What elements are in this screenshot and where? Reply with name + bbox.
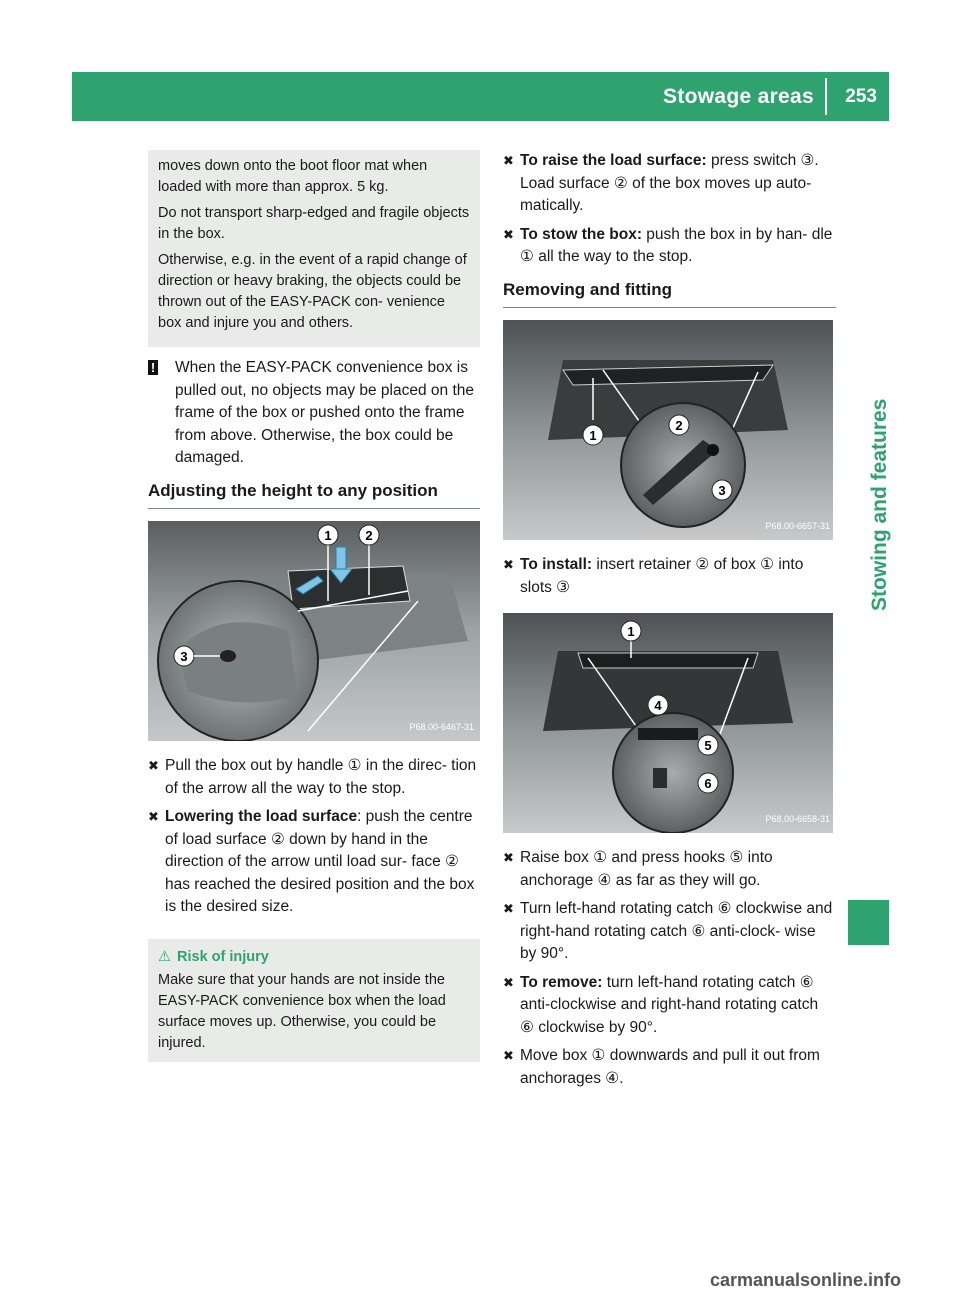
boot-illustration — [503, 613, 833, 833]
section-heading: Adjusting the height to any position — [148, 480, 480, 510]
side-marker — [848, 900, 889, 945]
callout-3 — [712, 480, 732, 500]
step-text: : push the centre of load surface ② down by hand in the direction of the arrow until load sur- face ② has reached the desired position and the box is the desired size. — [165, 808, 475, 915]
instruction-step — [503, 972, 836, 1040]
instruction-step — [148, 806, 480, 919]
callout-6 — [698, 773, 718, 793]
section-heading: Removing and fitting — [503, 279, 836, 309]
warning-box — [148, 939, 480, 1062]
instruction-step — [503, 224, 836, 269]
side-tab-label: Stowing and features — [868, 398, 891, 611]
warning-triangle-icon: ⚠ — [158, 948, 171, 965]
callout-2 — [669, 415, 689, 435]
left-column — [148, 150, 480, 1062]
step-arrow-icon: ✖ — [503, 974, 514, 990]
step-label: To remove: — [520, 973, 603, 991]
callout-4 — [648, 695, 668, 715]
damage-note — [148, 357, 480, 470]
safety-paragraph: moves down onto the boot floor mat when loaded with more than approx. 5 kg. — [158, 158, 428, 195]
exclamation-icon: ! — [148, 360, 158, 375]
callout-1 — [621, 621, 641, 641]
instruction-step — [503, 554, 836, 599]
step-arrow-icon: ✖ — [503, 850, 514, 865]
damage-note-text: When the EASY-PACK convenience box is pulled out, no objects may be placed on the frame of the box or pushed onto the frame from above. Otherwise, the box could be damaged. — [175, 359, 475, 466]
instruction-step — [503, 898, 836, 966]
instruction-step — [503, 150, 836, 218]
instruction-step — [503, 847, 836, 892]
step-text: insert retainer ② of box ① into slots ③ — [520, 556, 804, 596]
svg-text:3: 3 — [718, 483, 726, 498]
boot-illustration — [148, 521, 480, 741]
safety-paragraph: Do not transport sharp-edged and fragile objects in the box. — [158, 205, 470, 242]
step-text: Turn left-hand rotating catch ⑥ clockwise and right-hand rotating catch ⑥ anti-clock- wise by 90°. — [520, 900, 833, 962]
step-arrow-icon: ✖ — [148, 809, 159, 824]
figure-fitting — [503, 613, 836, 833]
instruction-step — [503, 1045, 836, 1090]
step-arrow-icon: ✖ — [503, 1048, 514, 1063]
svg-text:4: 4 — [654, 698, 662, 713]
step-arrow-icon: ✖ — [503, 557, 514, 572]
warning-text: Make sure that your hands are not inside the EASY-PACK convenience box when the load surface moves up. Otherwise, you could be injured. — [158, 971, 446, 1051]
figure-code: P68.00-6658-31 — [765, 813, 830, 824]
step-arrow-icon: ✖ — [503, 153, 514, 168]
side-tab — [848, 121, 889, 618]
callout-1 — [583, 425, 603, 445]
safety-paragraph: Otherwise, e.g. in the event of a rapid change of direction or heavy braking, the objects could be thrown out of the EASY-PACK con- venience box and injure you and others. — [158, 252, 467, 331]
callout-5 — [698, 735, 718, 755]
step-text: Move box ① downwards and pull it out from anchorages ④. — [520, 1047, 820, 1087]
figure-adjust-height — [148, 521, 480, 741]
step-label: To install: — [520, 556, 593, 573]
step-arrow-icon: ✖ — [148, 758, 159, 773]
step-arrow-icon: ✖ — [503, 901, 514, 916]
section-title: Stowage areas — [663, 85, 814, 108]
warning-heading — [158, 947, 470, 968]
step-text: Pull the box out by handle ① in the direc- tion of the arrow all the way to the stop. — [165, 757, 477, 797]
step-text: turn left-hand rotating catch ⑥ anti-clockwise and right-hand rotating catch ⑥ clockwise by 90°. — [520, 973, 819, 1036]
safety-box — [148, 150, 480, 347]
callout-2 — [359, 525, 379, 545]
figure-code: P68.00-6467-31 — [409, 721, 474, 732]
step-label: To stow the box: — [520, 225, 642, 243]
step-label: To raise the load surface: — [520, 152, 707, 169]
step-text: press switch ③. Load surface ② of the box moves up auto- matically. — [520, 152, 819, 214]
step-label: Lowering the load surface — [165, 808, 358, 825]
warning-title: Risk of injury — [177, 948, 269, 965]
right-column — [503, 150, 836, 1096]
step-text: push the box in by han- dle ① all the way to the stop. — [520, 225, 833, 265]
instruction-step — [148, 755, 480, 800]
header-bar — [72, 72, 889, 121]
svg-text:5: 5 — [704, 738, 712, 753]
boot-illustration — [503, 320, 833, 540]
svg-text:3: 3 — [180, 649, 188, 664]
step-text: Raise box ① and press hooks ⑤ into anchorage ④ as far as they will go. — [520, 849, 773, 889]
callout-1 — [318, 525, 338, 545]
svg-text:1: 1 — [627, 624, 635, 639]
svg-text:1: 1 — [324, 528, 332, 543]
figure-removing — [503, 320, 836, 540]
page-number: 253 — [845, 86, 877, 107]
watermark-text: carmanualsonline.info — [710, 1270, 902, 1290]
figure-code: P68.00-6657-31 — [765, 520, 830, 531]
svg-text:6: 6 — [704, 776, 712, 791]
svg-text:2: 2 — [675, 418, 683, 433]
svg-text:2: 2 — [365, 528, 373, 543]
step-arrow-icon: ✖ — [503, 226, 514, 242]
svg-text:1: 1 — [589, 428, 597, 443]
header-divider — [825, 78, 827, 115]
